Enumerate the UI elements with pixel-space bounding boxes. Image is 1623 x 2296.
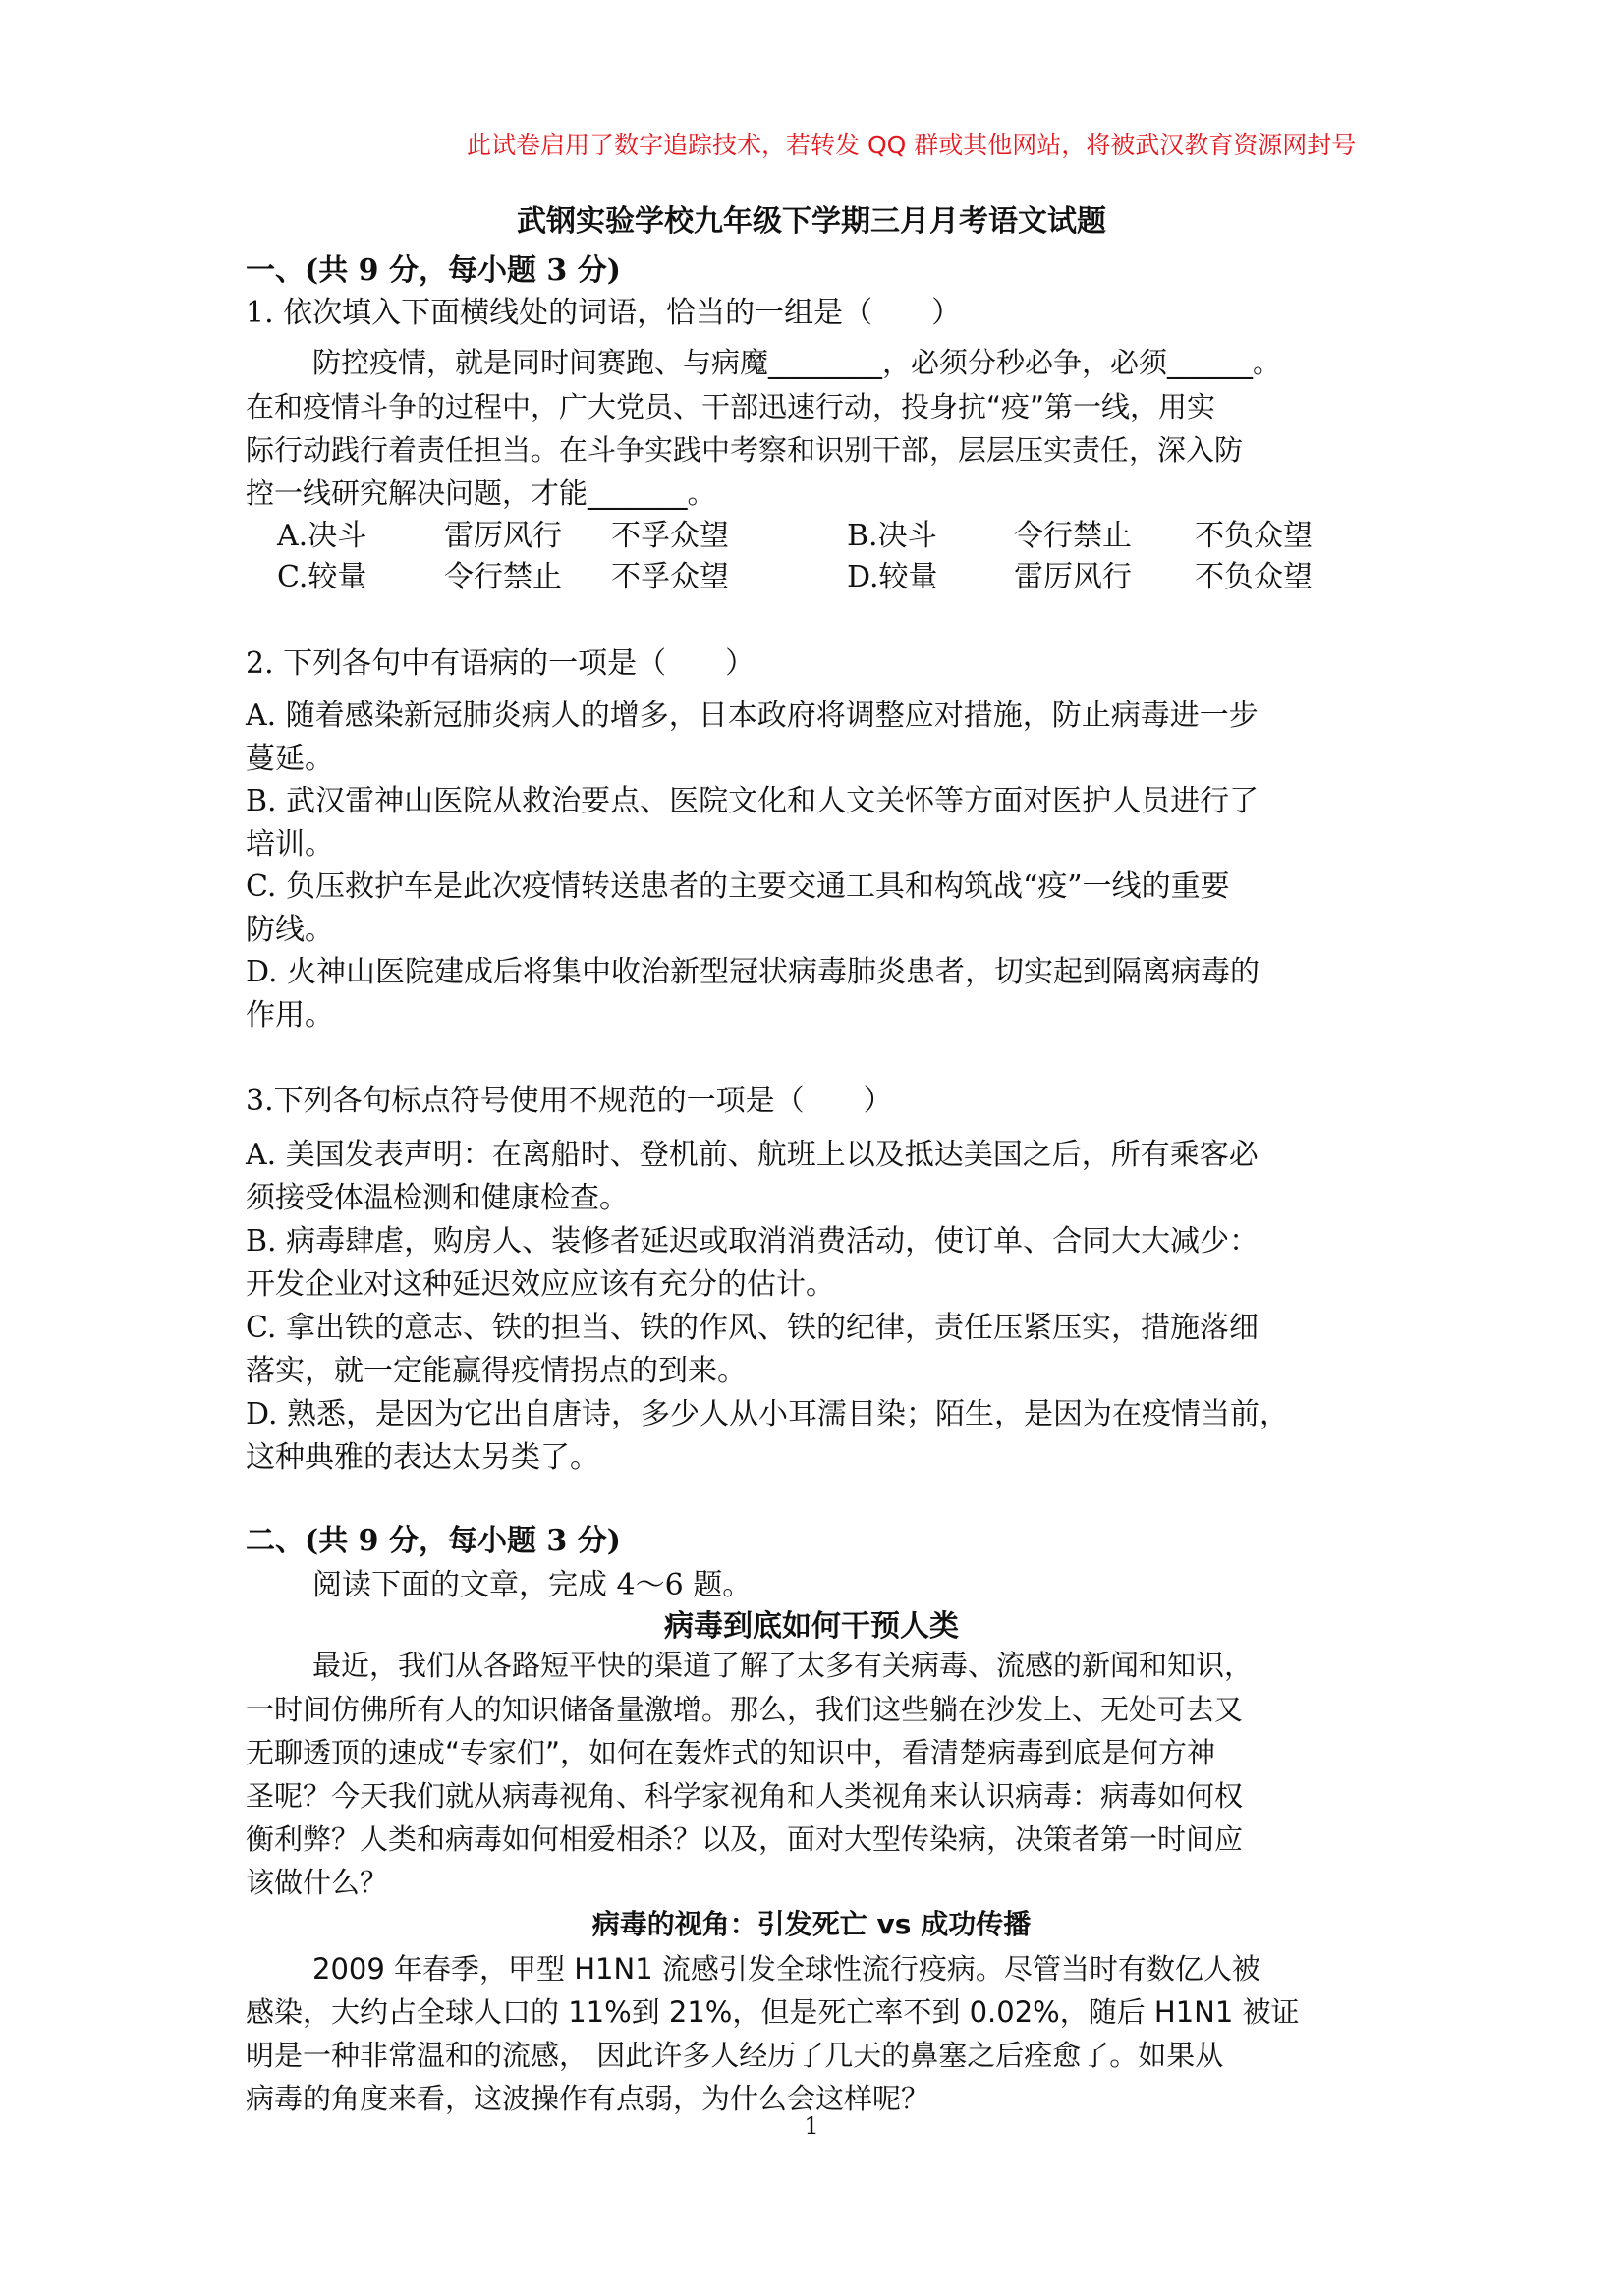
question-3-line: C. 拿出铁的意志、铁的担当、铁的作风、铁的纪律，责任压紧压实，措施落细 xyxy=(246,1311,1259,1345)
option-b-word-3: 不负众望 xyxy=(1195,519,1313,553)
section-heading-2: 二、(共 9 分，每小题 3 分) xyxy=(246,1524,621,1558)
article-paragraph-line: 衡利弊？人类和病毒如何相爱相杀？以及，面对大型传染病，决策者第一时间应 xyxy=(246,1822,1244,1856)
article-paragraph-line: 2009 年春季，甲型 H1N1 流感引发全球性流行疫病。尽管当时有数亿人被 xyxy=(312,1952,1260,1986)
question-1-passage-line: 控一线研究解决问题，才能_______。 xyxy=(246,476,716,510)
option-d-word-3: 不负众望 xyxy=(1195,560,1313,594)
option-b-word-2: 令行禁止 xyxy=(1014,519,1132,553)
article-paragraph-line: 圣呢？今天我们就从病毒视角、科学家视角和人类视角来认识病毒：病毒如何权 xyxy=(246,1779,1244,1813)
option-c-letter: C.较量 xyxy=(277,560,367,594)
option-c-word-2: 令行禁止 xyxy=(444,560,562,594)
question-1-stem: 1. 依次填入下面横线处的词语，恰当的一组是（ ） xyxy=(246,296,962,330)
question-1-passage-line: 防控疫情，就是同时间赛跑、与病魔________，必须分秒必争，必须______。 xyxy=(312,346,1282,379)
article-paragraph-line: 病毒的角度来看，这波操作有点弱，为什么会这样呢？ xyxy=(246,2082,930,2115)
question-1-passage-line: 在和疫情斗争的过程中，广大党员、干部迅速行动，投身抗“疫”第一线，用实 xyxy=(246,390,1216,423)
question-3-line: D. 熟悉，是因为它出自唐诗，多少人从小耳濡目染；陌生，是因为在疫情当前， xyxy=(246,1397,1290,1431)
question-2-line: A. 随着感染新冠肺炎病人的增多，日本政府将调整应对措施，防止病毒进一步 xyxy=(246,699,1259,733)
section-heading-1: 一、(共 9 分，每小题 3 分) xyxy=(246,253,621,288)
article-paragraph-line: 无聊透顶的速成“专家们”，如何在轰炸式的知识中，看清楚病毒到底是何方神 xyxy=(246,1736,1216,1769)
question-2-line: 蔓延。 xyxy=(246,742,334,776)
article-title: 病毒到底如何干预人类 xyxy=(664,1609,959,1644)
question-2-line: 防线。 xyxy=(246,913,334,947)
question-3-line: B. 病毒肆虐，购房人、装修者延迟或取消消费活动，使订单、合同大大减少： xyxy=(246,1224,1259,1259)
page-number: 1 xyxy=(804,2112,819,2140)
article-paragraph-line: 该做什么？ xyxy=(246,1866,389,1899)
option-d-word-2: 雷厉风行 xyxy=(1014,560,1132,594)
option-a-letter: A.决斗 xyxy=(277,519,367,553)
question-3-line: A. 美国发表声明：在离船时、登机前、航班上以及抵达美国之后，所有乘客必 xyxy=(246,1138,1259,1172)
option-a-word-2: 雷厉风行 xyxy=(444,519,562,553)
option-d-letter: D.较量 xyxy=(847,560,938,594)
question-3-line: 须接受体温检测和健康检查。 xyxy=(246,1181,629,1215)
question-2-line: B. 武汉雷神山医院从救治要点、医院文化和人文关怀等方面对医护人员进行了 xyxy=(246,784,1259,818)
question-3-line: 开发企业对这种延迟效应应该有充分的估计。 xyxy=(246,1267,835,1302)
question-2-line: C. 负压救护车是此次疫情转送患者的主要交通工具和构筑战“疫”一线的重要 xyxy=(246,869,1230,904)
question-1-passage-line: 际行动践行着责任担当。在斗争实践中考察和识别干部，层层压实责任，深入防 xyxy=(246,433,1244,467)
option-c-word-3: 不孚众望 xyxy=(611,560,729,594)
article-paragraph-line: 感染，大约占全球人口的 11%到 21%，但是死亡率不到 0.02%，随后 H1N1 被证 xyxy=(246,1995,1300,2029)
watermark-notice: 此试卷启用了数字追踪技术，若转发 QQ 群或其他网站，将被武汉教育资源网封号 xyxy=(467,131,1357,159)
question-2-stem: 2. 下列各句中有语病的一项是（ ） xyxy=(246,646,756,681)
option-b-letter: B.决斗 xyxy=(847,519,937,553)
question-2-line: 作用。 xyxy=(246,998,334,1033)
question-2-line: D. 火神山医院建成后将集中收治新型冠状病毒肺炎患者，切实起到隔离病毒的 xyxy=(246,955,1260,989)
question-3-line: 落实，就一定能赢得疫情拐点的到来。 xyxy=(246,1354,747,1388)
question-3-line: 这种典雅的表达太另类了。 xyxy=(246,1440,599,1475)
article-paragraph-line: 一时间仿佛所有人的知识储备量激增。那么，我们这些躺在沙发上、无处可去又 xyxy=(246,1693,1244,1726)
article-paragraph-line: 明是一种非常温和的流感， 因此许多人经历了几天的鼻塞之后痊愈了。如果从 xyxy=(246,2039,1224,2072)
question-3-stem: 3.下列各句标点符号使用不规范的一项是（ ） xyxy=(246,1084,893,1118)
question-2-line: 培训。 xyxy=(246,827,334,862)
option-a-word-3: 不孚众望 xyxy=(611,519,729,553)
article-subheading: 病毒的视角：引发死亡 vs 成功传播 xyxy=(591,1908,1032,1940)
exam-title: 武钢实验学校九年级下学期三月月考语文试题 xyxy=(517,204,1106,239)
reading-instruction: 阅读下面的文章，完成 4～6 题。 xyxy=(312,1568,753,1602)
article-paragraph-line: 最近，我们从各路短平快的渠道了解了太多有关病毒、流感的新闻和知识， xyxy=(312,1649,1254,1682)
